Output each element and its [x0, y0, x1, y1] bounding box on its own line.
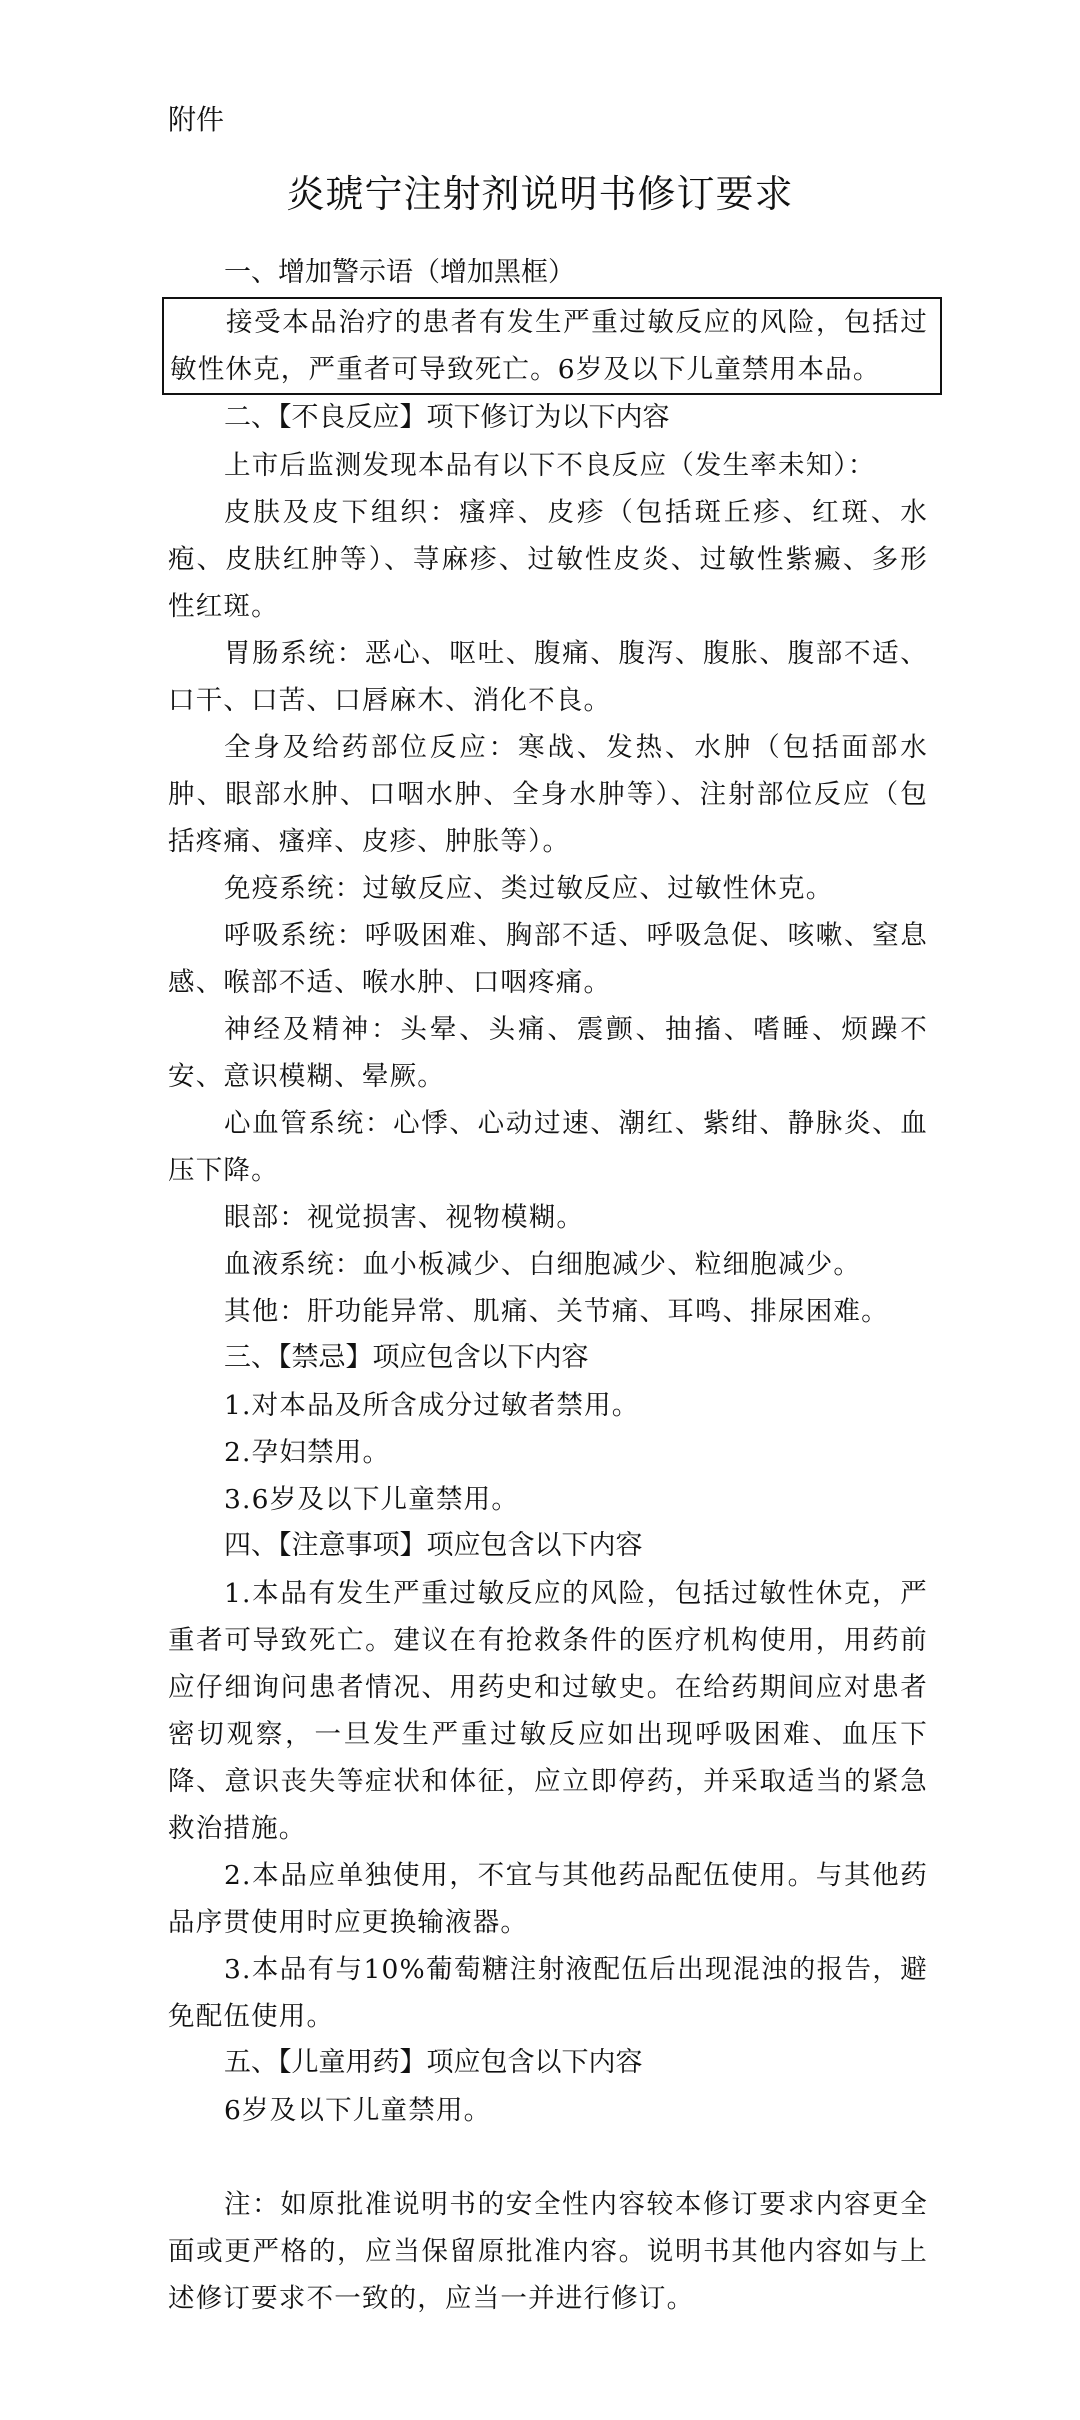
contraindication-item: 3.6岁及以下儿童禁用。 [224, 1484, 520, 1515]
contraindication-item: 2.孕妇禁用。 [224, 1437, 391, 1468]
adverse-item: 心血管系统：心悸、心动过速、潮红、紫绀、静脉炎、血压下降。 [168, 1108, 928, 1186]
adverse-item: 胃肠系统：恶心、呕吐、腹痛、腹泻、腹胀、腹部不适、口干、口苦、口唇麻木、消化不良。 [168, 638, 928, 716]
adverse-item: 其他：肝功能异常、肌痛、关节痛、耳鸣、排尿困难。 [224, 1296, 889, 1327]
document-body [168, 250, 928, 2322]
adverse-intro: 上市后监测发现本品有以下不良反应（发生率未知）： [224, 450, 876, 481]
footnote: 注：如原批准说明书的安全性内容较本修订要求内容更全面或更严格的，应当保留原批准内容。说明书其他内容如与上述修订要求不一致的，应当一并进行修订。 [168, 2189, 928, 2314]
section-adverse-heading: 二、【不良反应】项下修订为以下内容 [224, 402, 670, 433]
precaution-item: 2.本品应单独使用，不宜与其他药品配伍使用。与其他药品序贯使用时应更换输液器。 [168, 1860, 928, 1938]
contraindication-item: 1.对本品及所含成分过敏者禁用。 [224, 1390, 640, 1421]
document-title: 炎琥宁注射剂说明书修订要求 [286, 172, 794, 216]
section-warning-heading: 一、增加警示语（增加黑框） [224, 257, 575, 288]
section-pediatric-heading: 五、【儿童用药】项应包含以下内容 [224, 2047, 643, 2078]
adverse-item: 血液系统：血小板减少、白细胞减少、粒细胞减少。 [224, 1249, 862, 1280]
precaution-item: 3.本品有与10%葡萄糖注射液配伍后出现混浊的报告，避免配伍使用。 [168, 1954, 928, 2032]
section-contraindications-heading: 三、【禁忌】项应包含以下内容 [224, 1342, 589, 1373]
warning-text: 接受本品治疗的患者有发生严重过敏反应的风险，包括过敏性休克，严重者可导致死亡。6岁及以下儿童禁用本品。 [170, 307, 928, 385]
adverse-item: 全身及给药部位反应：寒战、发热、水肿（包括面部水肿、眼部水肿、口咽水肿、全身水肿等）、注射部位反应（包括疼痛、瘙痒、皮疹、肿胀等）。 [168, 732, 928, 857]
adverse-item: 免疫系统：过敏反应、类过敏反应、过敏性休克。 [224, 873, 834, 904]
blank-line [168, 2134, 928, 2181]
section-precautions-heading: 四、【注意事项】项应包含以下内容 [224, 1530, 643, 1561]
adverse-item: 眼部：视觉损害、视物模糊。 [224, 1202, 585, 1233]
pediatric-text: 6岁及以下儿童禁用。 [224, 2095, 492, 2126]
adverse-item: 呼吸系统：呼吸困难、胸部不适、呼吸急促、咳嗽、窒息感、喉部不适、喉水肿、口咽疼痛。 [168, 920, 928, 998]
adverse-item: 皮肤及皮下组织：瘙痒、皮疹（包括斑丘疹、红斑、水疱、皮肤红肿等）、荨麻疹、过敏性皮炎、过敏性紫癜、多形性红斑。 [168, 497, 928, 622]
adverse-item: 神经及精神：头晕、头痛、震颤、抽搐、嗜睡、烦躁不安、意识模糊、晕厥。 [168, 1014, 928, 1092]
black-box-warning [162, 297, 942, 395]
precaution-item: 1.本品有发生严重过敏反应的风险，包括过敏性休克，严重者可导致死亡。建议在有抢救条件的医疗机构使用，用药前应仔细询问患者情况、用药史和过敏史。在给药期间应对患者密切观察，一旦发生严重过敏反应如出现呼吸困难、血压下降、意识丧失等症状和体征，应立即停药，并采取适当的紧急救治措施。 [168, 1578, 928, 1844]
attachment-label: 附件 [168, 103, 225, 136]
